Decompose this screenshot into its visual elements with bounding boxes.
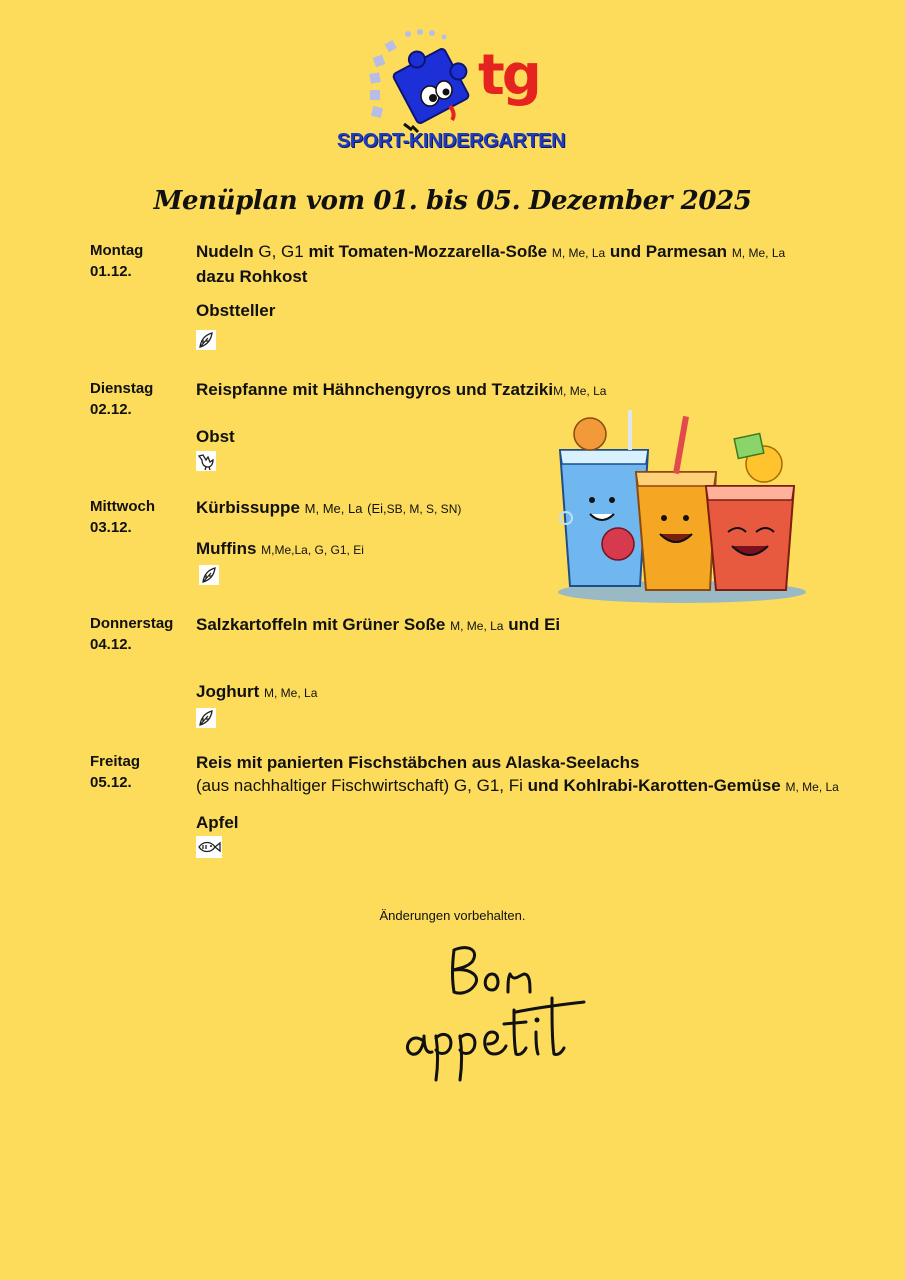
leaf-icon	[199, 565, 219, 585]
dessert-text: Obst	[196, 427, 235, 446]
leaf-icon	[196, 330, 216, 350]
fish-icon	[196, 836, 222, 858]
chicken-icon	[196, 451, 216, 471]
allergen-codes: G, G1	[258, 242, 304, 261]
allergen-codes: M, Me, La	[551, 246, 606, 260]
allergen-codes: M, Me, La	[553, 384, 607, 398]
day-name: Donnerstag	[90, 615, 174, 632]
allergen-codes: M,Me,La, G, G1, Ei	[261, 543, 364, 557]
allergen-codes: M, Me, La	[304, 501, 363, 516]
dish-text: und Ei	[508, 615, 561, 634]
dessert-text: Obstteller	[196, 301, 276, 320]
day-name: Freitag	[90, 753, 141, 770]
allergen-codes: M, Me, La	[264, 686, 318, 700]
meals	[196, 240, 836, 355]
dish-text: Nudeln	[196, 242, 254, 261]
meals	[196, 613, 836, 733]
changes-notice: Änderungen vorbehalten.	[379, 908, 526, 923]
dish-text: Reis mit panierten Fischstäbchen aus Alaska-Seelachs	[196, 753, 640, 772]
kindergarten-logo	[316, 28, 586, 156]
page-title: Menüplan vom 01. bis 05. Dezember 2025	[153, 186, 752, 216]
allergen-codes: (Ei,	[367, 501, 387, 516]
dish-text: und Parmesan	[609, 242, 728, 261]
main-dish	[196, 751, 836, 774]
dessert	[196, 299, 836, 322]
main-dish	[196, 378, 836, 403]
day-date: 02.12.	[90, 401, 132, 418]
leaf-icon	[196, 708, 216, 728]
logo-tg-text: tg	[478, 43, 539, 108]
dish-text: Salzkartoffeln mit Grüner Soße	[196, 615, 446, 634]
day-name: Dienstag	[90, 380, 154, 397]
main-dish-line-2	[196, 265, 836, 288]
day-label	[90, 378, 153, 420]
dessert	[196, 811, 836, 834]
day-name: Montag	[90, 242, 144, 259]
day-date: 04.12.	[90, 636, 132, 653]
allergen-codes: SB, M, S, SN)	[386, 502, 462, 516]
dish-text: mit Tomaten-Mozzarella-Soße	[308, 242, 548, 261]
day-name: Mittwoch	[90, 498, 155, 515]
day-label	[90, 496, 155, 538]
day-date: 05.12.	[90, 774, 132, 791]
day-date: 01.12.	[90, 263, 132, 280]
day-label	[90, 751, 140, 793]
dish-text: Kürbissuppe	[196, 498, 300, 517]
dessert-text: Muffins	[196, 539, 257, 558]
main-dish-line-2	[196, 774, 839, 799]
dish-text: und Kohlrabi-Karotten-Gemüse	[527, 776, 781, 795]
dish-text: Reispfanne mit Hähnchengyros und Tzatziki	[196, 380, 554, 399]
allergen-codes: M, Me, La	[731, 246, 786, 260]
drinks-illustration	[552, 408, 810, 608]
allergen-codes: M, Me, La	[450, 619, 504, 633]
dish-text: (aus nachhaltiger Fischwirtschaft) G, G1, Fi	[196, 776, 523, 795]
main-dish	[196, 613, 836, 638]
logo-name: SPORT-KINDERGARTEN	[336, 130, 566, 152]
day-label	[90, 613, 173, 655]
dish-text: dazu Rohkost	[196, 267, 308, 286]
meals	[196, 751, 839, 863]
dessert-text: Joghurt	[196, 682, 260, 701]
allergen-codes: M, Me, La	[785, 780, 839, 794]
bon-appetit-lettering	[396, 940, 591, 1090]
main-dish	[196, 240, 836, 265]
day-date: 03.12.	[90, 519, 132, 536]
dessert-text: Apfel	[196, 813, 239, 832]
day-label	[90, 240, 143, 282]
dessert	[196, 680, 836, 705]
